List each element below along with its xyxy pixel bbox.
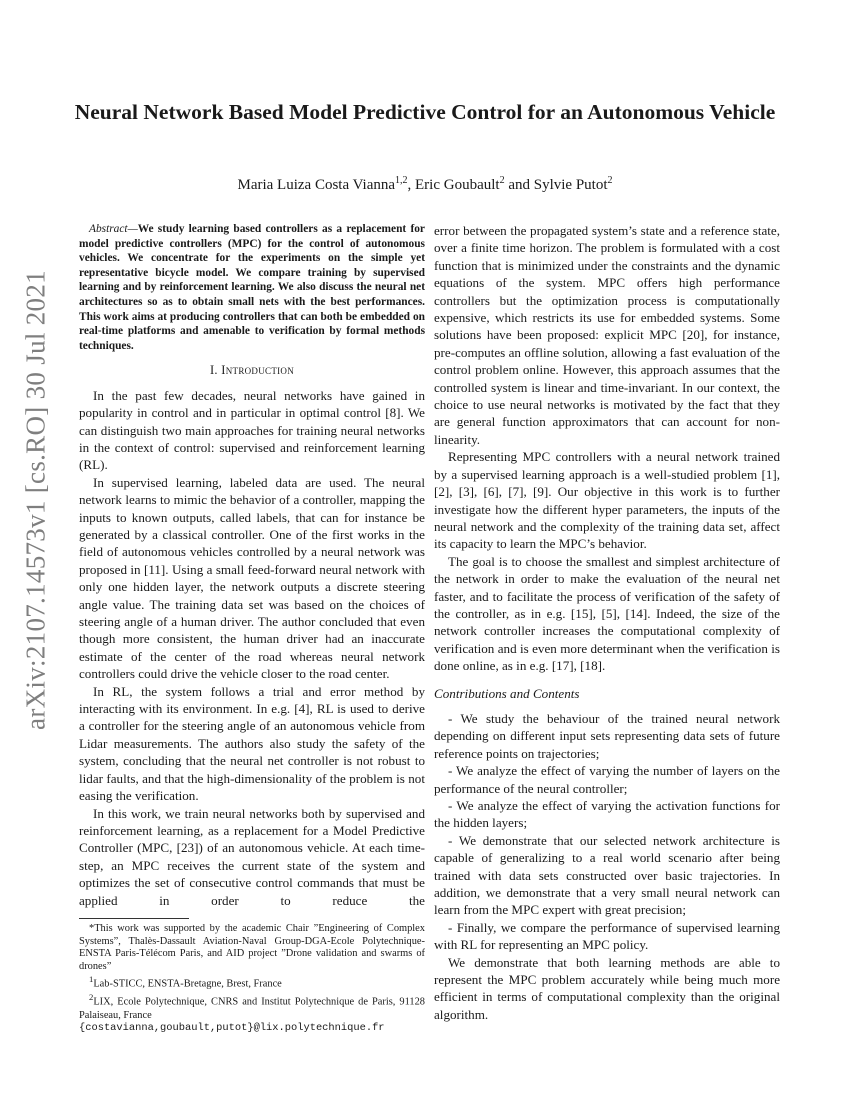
footnotes: [79, 918, 425, 1035]
author-line: [60, 175, 790, 194]
contribution-item: - We study the behaviour of the trained neural network depending on different input sets representing data sets of future reference points on trajectories;: [434, 710, 780, 761]
email-address: {costavianna,goubault,putot}@lix.polytechnique.fr: [79, 1022, 385, 1035]
section-heading-introduction: I. Introduction: [209, 363, 295, 378]
contribution-item: - We analyze the effect of varying the activation functions for the hidden layers;: [434, 798, 780, 831]
footnote-rule: [79, 918, 189, 919]
affiliation-marker: 1: [89, 974, 94, 985]
affiliation-text: Lab-STICC, ENSTA-Bretagne, Brest, France: [93, 978, 282, 990]
subsection-heading-contributions: Contributions and Contents: [434, 685, 580, 701]
email-line: [79, 1022, 425, 1035]
affiliation-marker: 2: [607, 175, 613, 186]
right-column: [434, 222, 780, 1023]
author-name: , Eric Goubault: [407, 177, 500, 193]
contribution-item: - Finally, we compare the performance of supervised learning with RL for representing an MPC policy.: [434, 919, 780, 953]
affiliation-text: LIX, Ecole Polytechnique, CNRS and Institut Polytechnique de Paris, 91128 Palaiseau, France: [79, 996, 425, 1021]
paragraph: The goal is to choose the smallest and simplest architecture of the network in order to make the evaluation of the neural net faster, and to facilitate the process of verification of the safety of the controller, as in e.g. [15], [5], [14]. Indeed, the size of the network controller increases the computational complexity of verification and is even more determinant when the verification is done online, as in e.g. [17], [18].: [434, 553, 780, 674]
paragraph: In supervised learning, labeled data are used. The neural network learns to mimic the behavior of a controller, mapping the inputs to known outputs, called labels, that can for instance be generated by a classical controller. One of the first works in the field of autonomous vehicles controlled by a neural network was proposed in [11]. Using a small feed-forward neural network with only one hidden layer, the network outputs a discrete steering angle value. The training data set was based on the choices of steering angle of a human driver. The author concluded that even though more consistent, the human driver had an inaccurate estimate of the center of the road whereas neural network controllers could drive the vehicle closer to the road center.: [79, 474, 425, 682]
left-column: [79, 222, 425, 909]
abstract: [79, 222, 425, 353]
footnote-affiliation-1: [79, 973, 425, 991]
arxiv-identifier: arXiv:2107.14573v1 [cs.RO] 30 Jul 2021: [20, 270, 51, 730]
abstract-label: Abstract—: [89, 223, 138, 235]
contribution-item: - We analyze the effect of varying the number of layers on the performance of the neural controller;: [434, 763, 780, 796]
affiliation-marker: 1,2: [395, 175, 408, 186]
paragraph: Representing MPC controllers with a neural network trained by a supervised learning approach is a well-studied problem [1], [2], [3], [6], [7], [9]. Our objective in this work is to further investigate how the different hyper parameters, the inputs of the neural network and the complexity of the training data set, affect its capacity to learn the MPC’s behavior.: [434, 449, 780, 552]
arxiv-side-stamp: [2, 270, 70, 730]
author-name: Maria Luiza Costa Vianna: [237, 177, 396, 193]
affiliation-marker: 2: [89, 992, 94, 1003]
paper-title: Neural Network Based Model Predictive Control for an Autonomous Vehicle: [74, 100, 776, 124]
paragraph: error between the propagated system’s state and a reference state, over a finite time horizon. The problem is formulated with a cost function that is minimized under the constraints and the dynamic equations of the system. MPC offers high performance controllers but the optimization process is computationally expensive, which restricts its use for embedded systems. Some solutions have been proposed: explicit MPC [20], for instance, pre-computes an offline solution, allowing a fast evaluation of the control problem online. However, this approach assumes that the controlled system is linear and time-invariant. In our context, the choice to use neural networks is motivated by the fact that they are general function approximators that can account for non-linearity.: [434, 223, 780, 447]
paragraph: In RL, the system follows a trial and error method by interacting with its environment. In e.g. [4], RL is used to derive a controller for the steering angle of an autonomous vehicle from Lidar measurements. The authors also study the safety of the system, concluding that the neural net controller is not robust to lidar faults, and that the high-dimensionality of the problem is not easing the verification.: [79, 683, 425, 804]
paragraph: We demonstrate that both learning methods are able to represent the MPC problem accurately while being much more efficient in terms of computational complexity than the original algorithm.: [434, 954, 780, 1022]
paragraph: In the past few decades, neural networks have gained in popularity in control and in particular in optimal control [8]. We can distinguish two main approaches for training neural networks in the context of control: supervised and reinforcement learning (RL).: [79, 387, 425, 473]
author-name: and Sylvie Putot: [504, 177, 608, 193]
footnote-funding: *This work was supported by the academic Chair ”Engineering of Complex Systems”, Thalès-Dassault Aviation-Naval Group-DGA-Ecole Polytechnique-ENSTA Paris-Télécom Paris, and AID project ”Drone validation and swarms of drones”: [79, 923, 425, 972]
paragraph: In this work, we train neural networks both by supervised and reinforcement learning, as a replacement for a Model Predictive Controller (MPC, [23]) of an autonomous vehicle. At each time-step, an MPC receives the current state of the system and optimizes the set of consecutive control commands that must be applied in order to reduce the: [79, 805, 425, 908]
affiliation-marker: 2: [499, 175, 505, 186]
contribution-item: - We demonstrate that our selected network architecture is capable of generalizing to a real world scenario after being trained with data sets constructed over basic trajectories. In addition, we demonstrate that a very small neural network can learn from the MPC expert with great precision;: [434, 832, 780, 918]
footnote-affiliation-2: [79, 991, 425, 1022]
abstract-text: We study learning based controllers as a replacement for model predictive controllers (MPC) for the control of autonomous vehicles. We concentrate for the experiments on the simple yet representative bicycle model. We compare training by supervised learning and by reinforcement learning. We also discuss the neural net architectures so as to obtain small nets with the best performances. This work aims at producing controllers that can both be embedded on real-time platforms and amenable to verification by formal methods techniques.: [79, 223, 425, 352]
